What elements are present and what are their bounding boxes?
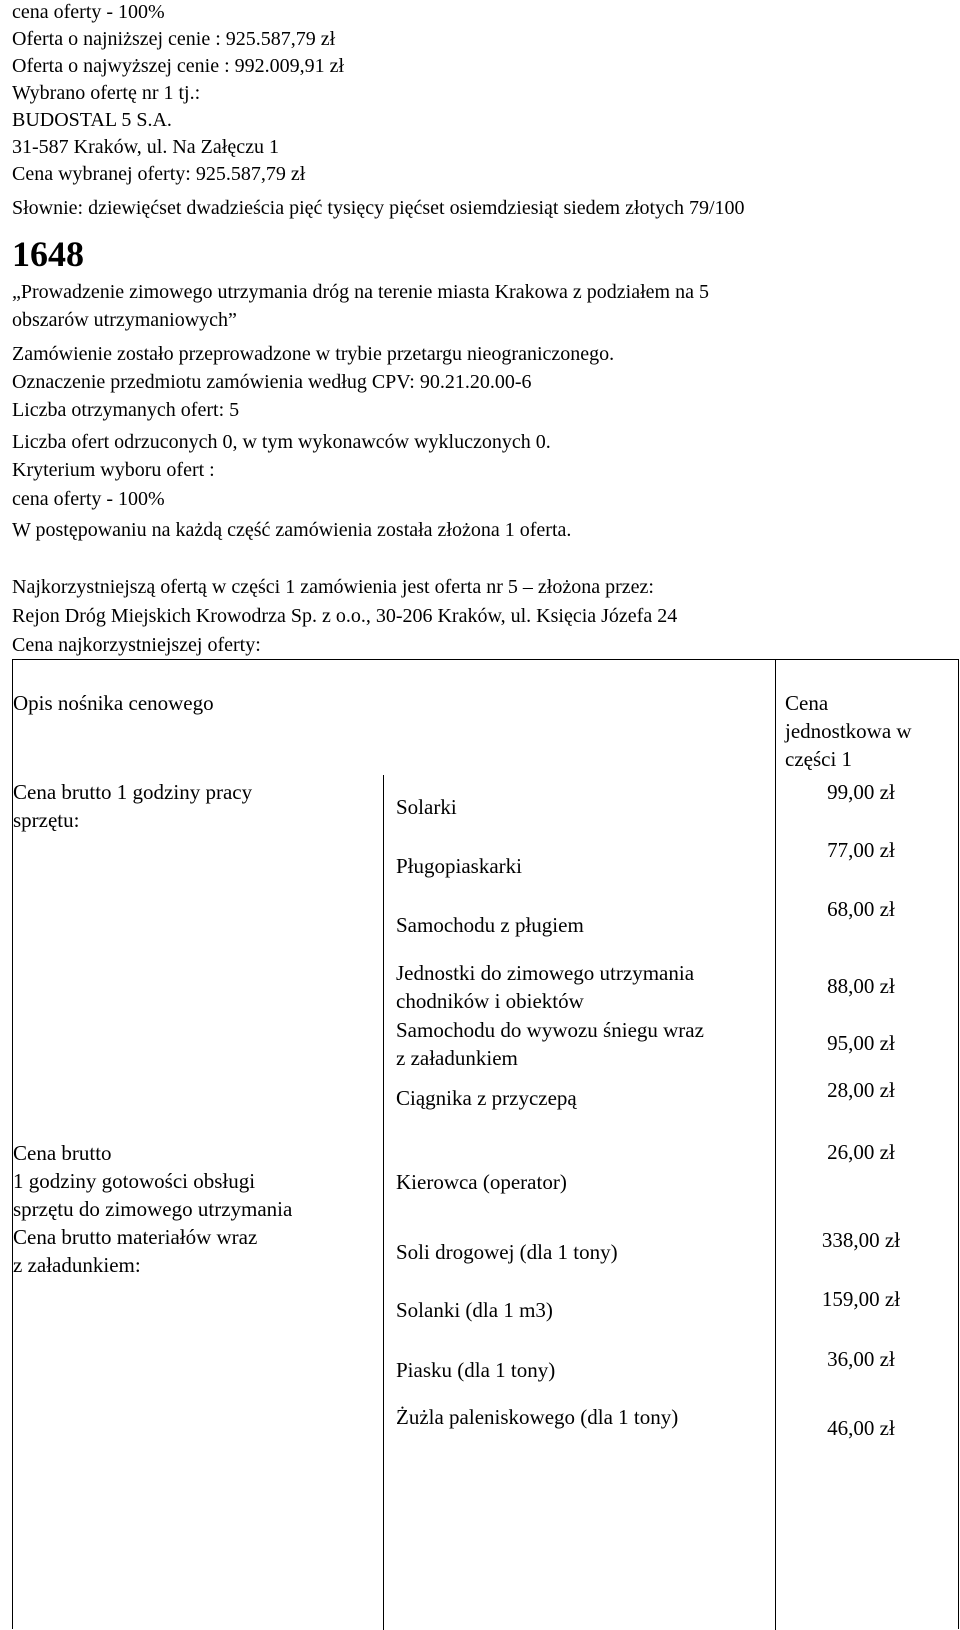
item-label: Samochodu do wywozu śniegu wraz <box>396 1018 704 1042</box>
group-label: Cena brutto 1 godziny pracy <box>13 780 253 804</box>
header-description: Opis nośnika cenowego <box>13 691 214 715</box>
text-line: Wybrano ofertę nr 1 tj.: <box>12 82 201 104</box>
item-label: Piasku (dla 1 tony) <box>396 1358 556 1382</box>
unit-price: 338,00 zł <box>821 1228 901 1252</box>
unit-price: 99,00 zł <box>827 780 895 804</box>
text-line: Oferta o najniższej cenie : 925.587,79 zł <box>12 28 336 50</box>
item-label: Soli drogowej (dla 1 tony) <box>396 1240 618 1264</box>
unit-price: 36,00 zł <box>827 1347 895 1371</box>
text-line: „Prowadzenie zimowego utrzymania dróg na terenie miasta Krakowa z podziałem na 5 <box>12 281 709 303</box>
text-line: Cena wybranej oferty: 925.587,79 zł <box>12 163 306 185</box>
text-line: Słownie: dziewięćset dwadzieścia pięć tysięcy pięćset osiemdziesiąt siedem złotych 79/100 <box>12 197 745 219</box>
item-label: Ciągnika z przyczepą <box>396 1086 577 1110</box>
text-line: cena oferty - 100% <box>12 488 165 510</box>
text-line: Oznaczenie przedmiotu zamówienia według CPV: 90.21.20.00-6 <box>12 371 532 393</box>
item-label: Solarki <box>396 795 457 819</box>
header-price-line: części 1 <box>785 747 853 771</box>
unit-price: 68,00 zł <box>827 897 895 921</box>
text-line: Liczba ofert odrzuconych 0, w tym wykonawców wykluczonych 0. <box>12 431 551 453</box>
header-price-line: Cena <box>785 691 829 715</box>
text-line: Oferta o najwyższej cenie : 992.009,91 zł <box>12 55 345 77</box>
text-line: BUDOSTAL 5 S.A. <box>12 109 172 131</box>
item-label: Żużla paleniskowego (dla 1 tony) <box>396 1405 679 1429</box>
text-line: 31-587 Kraków, ul. Na Załęczu 1 <box>12 136 279 158</box>
item-label: Samochodu z pługiem <box>396 913 584 937</box>
text-line: obszarów utrzymaniowych” <box>12 309 237 331</box>
group-label: z załadunkiem: <box>13 1253 141 1277</box>
section-number: 1648 <box>12 234 84 274</box>
text-line: cena oferty - 100% <box>12 1 165 23</box>
item-label: Pługopiaskarki <box>396 854 522 878</box>
text-line: Rejon Dróg Miejskich Krowodrza Sp. z o.o., 30-206 Kraków, ul. Księcia Józefa 24 <box>12 605 678 627</box>
text-line: Kryterium wyboru ofert : <box>12 459 215 481</box>
unit-price: 88,00 zł <box>827 974 895 998</box>
column-divider <box>383 775 384 1630</box>
item-label: Jednostki do zimowego utrzymania <box>396 961 695 985</box>
text-line: Zamówienie zostało przeprowadzone w trybie przetargu nieograniczonego. <box>12 343 615 365</box>
unit-price: 28,00 zł <box>827 1078 895 1102</box>
item-label: z załadunkiem <box>396 1046 518 1070</box>
unit-price: 26,00 zł <box>827 1140 895 1164</box>
unit-price: 159,00 zł <box>821 1287 901 1311</box>
item-label: Kierowca (operator) <box>396 1170 567 1194</box>
unit-price: 95,00 zł <box>827 1031 895 1055</box>
item-label: chodników i obiektów <box>396 989 584 1013</box>
group-label: 1 godziny gotowości obsługi <box>13 1169 256 1193</box>
header-price-line: jednostkowa w <box>785 719 912 743</box>
item-label: Solanki (dla 1 m3) <box>396 1298 553 1322</box>
group-label: Cena brutto <box>13 1141 112 1165</box>
unit-price: 77,00 zł <box>827 838 895 862</box>
text-line: Cena najkorzystniejszej oferty: <box>12 634 261 656</box>
price-table <box>12 659 959 1629</box>
group-label: sprzętu do zimowego utrzymania <box>13 1197 293 1221</box>
group-label: sprzętu: <box>13 808 80 832</box>
text-line: W postępowaniu na każdą część zamówienia została złożona 1 oferta. <box>12 519 572 541</box>
unit-price: 46,00 zł <box>827 1416 895 1440</box>
group-label: Cena brutto materiałów wraz <box>13 1225 258 1249</box>
text-line: Najkorzystniejszą ofertą w części 1 zamówienia jest oferta nr 5 – złożona przez: <box>12 576 654 598</box>
text-line: Liczba otrzymanych ofert: 5 <box>12 399 240 421</box>
